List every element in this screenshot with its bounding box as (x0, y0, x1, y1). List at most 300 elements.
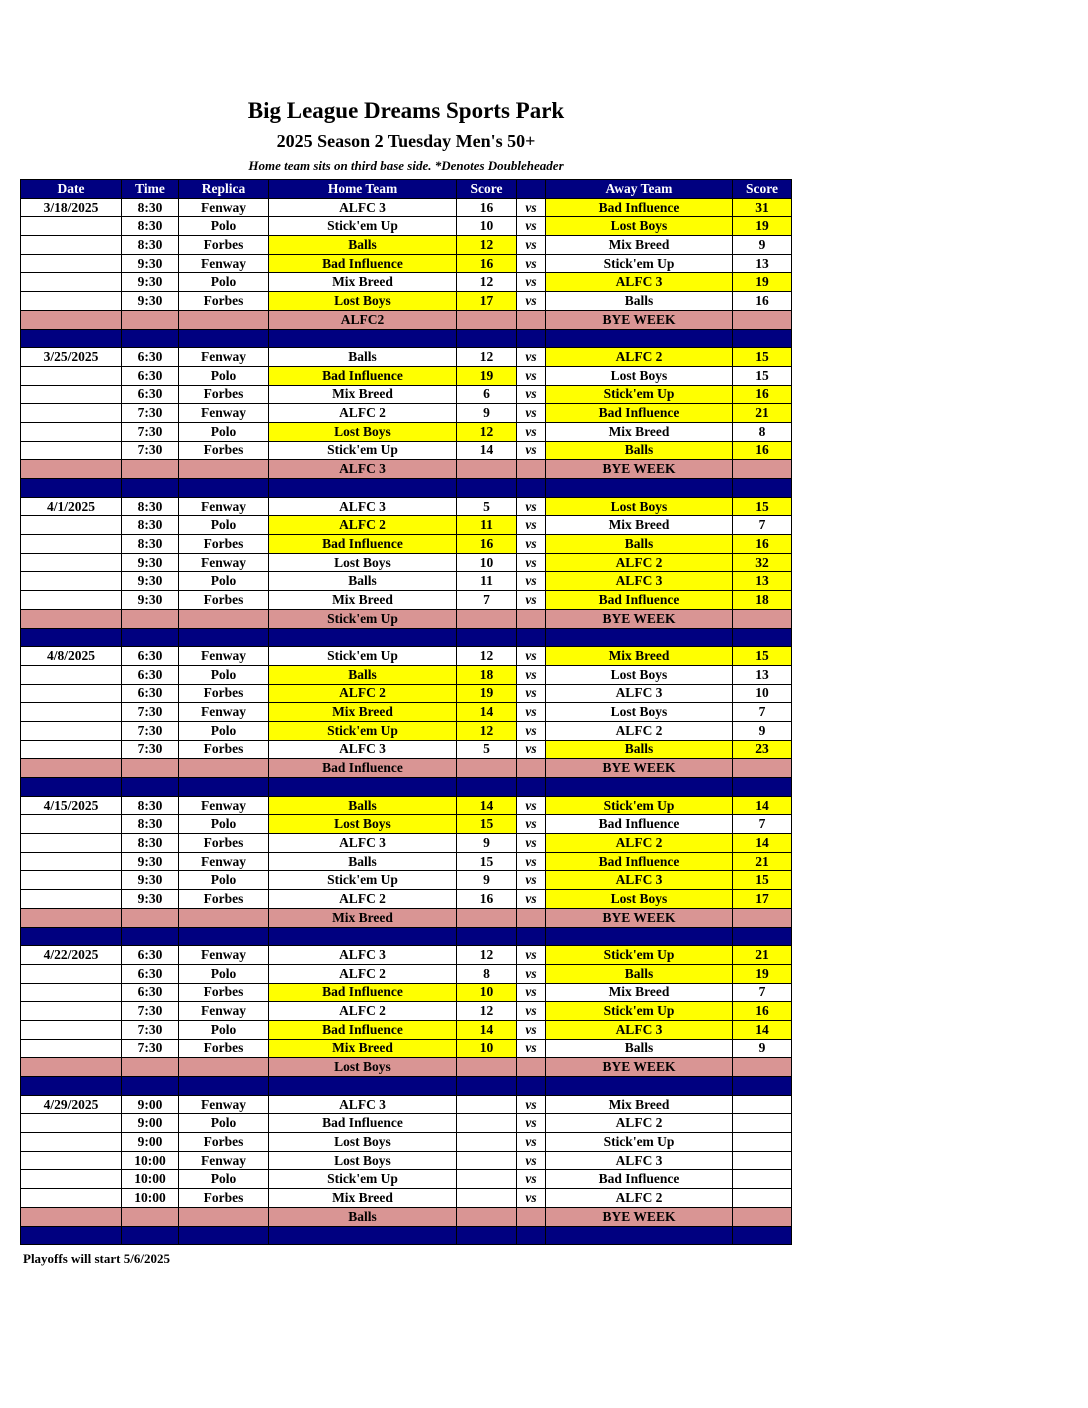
vs-cell: vs (517, 1151, 546, 1170)
bye-label-cell: BYE WEEK (546, 908, 733, 927)
vs-cell: vs (517, 852, 546, 871)
table-row (21, 1189, 792, 1208)
date-cell (21, 1189, 122, 1208)
away-team-cell: Mix Breed (546, 516, 733, 535)
home-team-cell: ALFC 2 (269, 516, 457, 535)
vs-cell: vs (517, 516, 546, 535)
field-cell: Fenway (179, 852, 269, 871)
home-score-cell: 12 (457, 1002, 517, 1021)
separator-cell (21, 479, 122, 498)
field-cell: Forbes (179, 1189, 269, 1208)
time-cell: 9:30 (122, 553, 179, 572)
bye-empty-cell (21, 609, 122, 628)
home-team-cell: Lost Boys (269, 292, 457, 311)
field-cell: Polo (179, 366, 269, 385)
time-cell: 6:30 (122, 983, 179, 1002)
bye-empty-cell (457, 460, 517, 479)
time-cell: 8:30 (122, 796, 179, 815)
field-cell: Forbes (179, 1039, 269, 1058)
field-cell: Forbes (179, 292, 269, 311)
table-row (21, 1114, 792, 1133)
time-cell: 6:30 (122, 348, 179, 367)
away-team-cell: Balls (546, 740, 733, 759)
bye-team-cell: Balls (269, 1207, 457, 1226)
schedule-note: Home team sits on third base side. *Denotes Doubleheader (248, 158, 564, 173)
separator-cell (122, 778, 179, 797)
away-team-cell: Mix Breed (546, 983, 733, 1002)
separator-cell (21, 778, 122, 797)
bye-row (21, 759, 792, 778)
table-row (21, 348, 792, 367)
table-row (21, 535, 792, 554)
away-score-cell: 16 (733, 385, 792, 404)
away-team-cell: ALFC 2 (546, 1114, 733, 1133)
field-cell: Polo (179, 516, 269, 535)
separator-cell (21, 1226, 122, 1245)
separator-cell (269, 778, 457, 797)
away-score-cell: 21 (733, 946, 792, 965)
date-cell (21, 852, 122, 871)
table-row (21, 441, 792, 460)
bye-team-cell: Mix Breed (269, 908, 457, 927)
vs-cell: vs (517, 1020, 546, 1039)
bye-empty-cell (517, 310, 546, 329)
home-team-cell: Bad Influence (269, 1114, 457, 1133)
away-score-cell (733, 1114, 792, 1133)
bye-empty-cell (733, 1207, 792, 1226)
separator-cell (733, 479, 792, 498)
away-team-cell: Bad Influence (546, 198, 733, 217)
separator-cell (179, 479, 269, 498)
table-row (21, 1020, 792, 1039)
bye-empty-cell (179, 1207, 269, 1226)
bye-empty-cell (179, 310, 269, 329)
field-cell: Polo (179, 572, 269, 591)
field-cell: Polo (179, 964, 269, 983)
separator-cell (546, 628, 733, 647)
separator-cell (269, 927, 457, 946)
away-team-cell: ALFC 2 (546, 553, 733, 572)
time-cell: 8:30 (122, 236, 179, 255)
field-cell: Fenway (179, 1002, 269, 1021)
separator-cell (269, 329, 457, 348)
date-cell (21, 703, 122, 722)
home-team-cell: Mix Breed (269, 1189, 457, 1208)
away-team-cell: Lost Boys (546, 497, 733, 516)
date-cell: 4/22/2025 (21, 946, 122, 965)
table-row (21, 1039, 792, 1058)
away-team-cell: Bad Influence (546, 591, 733, 610)
date-cell (21, 1039, 122, 1058)
away-score-cell: 9 (733, 1039, 792, 1058)
vs-cell: vs (517, 1095, 546, 1114)
bye-team-cell: ALFC 3 (269, 460, 457, 479)
home-team-cell: Stick'em Up (269, 721, 457, 740)
home-team-cell: ALFC 3 (269, 1095, 457, 1114)
field-cell: Polo (179, 217, 269, 236)
time-cell: 10:00 (122, 1189, 179, 1208)
field-cell: Fenway (179, 348, 269, 367)
date-cell (21, 834, 122, 853)
bye-empty-cell (517, 460, 546, 479)
field-cell: Polo (179, 871, 269, 890)
schedule-body (21, 198, 792, 1245)
time-cell: 9:30 (122, 890, 179, 909)
table-row (21, 217, 792, 236)
separator-cell (21, 1077, 122, 1096)
home-team-cell: Bad Influence (269, 983, 457, 1002)
bye-label-cell: BYE WEEK (546, 609, 733, 628)
away-team-cell: Balls (546, 441, 733, 460)
home-score-cell: 10 (457, 983, 517, 1002)
table-row (21, 1095, 792, 1114)
bye-row (21, 310, 792, 329)
home-score-cell (457, 1170, 517, 1189)
home-team-cell: ALFC 2 (269, 1002, 457, 1021)
table-header-row (21, 180, 792, 199)
bye-empty-cell (733, 609, 792, 628)
home-score-cell: 16 (457, 535, 517, 554)
away-score-cell: 7 (733, 516, 792, 535)
home-score-cell: 12 (457, 422, 517, 441)
time-cell: 6:30 (122, 684, 179, 703)
bye-empty-cell (21, 1207, 122, 1226)
time-cell: 6:30 (122, 366, 179, 385)
time-cell: 7:30 (122, 740, 179, 759)
vs-cell: vs (517, 572, 546, 591)
away-score-cell: 13 (733, 665, 792, 684)
vs-cell: vs (517, 254, 546, 273)
vs-cell: vs (517, 217, 546, 236)
col-header-vs (517, 180, 546, 199)
bye-row (21, 1058, 792, 1077)
field-cell: Forbes (179, 591, 269, 610)
separator-cell (517, 479, 546, 498)
bye-empty-cell (122, 609, 179, 628)
away-team-cell: Bad Influence (546, 1170, 733, 1189)
bye-empty-cell (179, 460, 269, 479)
time-cell: 6:30 (122, 385, 179, 404)
away-team-cell: Stick'em Up (546, 1133, 733, 1152)
table-row (21, 254, 792, 273)
separator-cell (546, 329, 733, 348)
home-team-cell: ALFC 3 (269, 198, 457, 217)
home-score-cell: 14 (457, 441, 517, 460)
vs-cell: vs (517, 441, 546, 460)
table-row (21, 684, 792, 703)
vs-cell: vs (517, 236, 546, 255)
home-score-cell: 11 (457, 572, 517, 591)
home-score-cell: 10 (457, 553, 517, 572)
week-separator-row (21, 329, 792, 348)
away-score-cell: 16 (733, 1002, 792, 1021)
away-team-cell: Mix Breed (546, 647, 733, 666)
table-row (21, 497, 792, 516)
col-header-time: Time (122, 180, 179, 199)
table-row (21, 703, 792, 722)
bye-empty-cell (457, 310, 517, 329)
home-score-cell: 10 (457, 1039, 517, 1058)
bye-label-cell: BYE WEEK (546, 460, 733, 479)
time-cell: 9:30 (122, 852, 179, 871)
away-score-cell (733, 1189, 792, 1208)
field-cell: Fenway (179, 553, 269, 572)
time-cell: 8:30 (122, 834, 179, 853)
bye-empty-cell (457, 908, 517, 927)
date-cell (21, 665, 122, 684)
col-header-home-score: Score (457, 180, 517, 199)
table-row (21, 236, 792, 255)
field-cell: Fenway (179, 254, 269, 273)
date-cell (21, 1020, 122, 1039)
separator-cell (517, 329, 546, 348)
home-score-cell (457, 1189, 517, 1208)
away-team-cell: Balls (546, 292, 733, 311)
table-row (21, 1133, 792, 1152)
week-separator-row (21, 1077, 792, 1096)
field-cell: Forbes (179, 1133, 269, 1152)
table-row (21, 516, 792, 535)
away-score-cell: 14 (733, 834, 792, 853)
home-score-cell: 14 (457, 703, 517, 722)
table-row (21, 404, 792, 423)
home-score-cell: 5 (457, 740, 517, 759)
bye-empty-cell (457, 1058, 517, 1077)
separator-cell (457, 1077, 517, 1096)
field-cell: Fenway (179, 404, 269, 423)
separator-cell (179, 329, 269, 348)
bye-empty-cell (21, 310, 122, 329)
field-cell: Forbes (179, 385, 269, 404)
away-score-cell: 19 (733, 964, 792, 983)
table-row (21, 871, 792, 890)
home-score-cell (457, 1133, 517, 1152)
time-cell: 8:30 (122, 217, 179, 236)
table-row (21, 273, 792, 292)
away-score-cell: 16 (733, 535, 792, 554)
date-cell (21, 516, 122, 535)
week-separator-row (21, 479, 792, 498)
table-row (21, 665, 792, 684)
vs-cell: vs (517, 553, 546, 572)
home-team-cell: ALFC 3 (269, 834, 457, 853)
vs-cell: vs (517, 890, 546, 909)
home-team-cell: ALFC 3 (269, 946, 457, 965)
bye-label-cell: BYE WEEK (546, 310, 733, 329)
separator-cell (21, 628, 122, 647)
home-team-cell: Balls (269, 665, 457, 684)
vs-cell: vs (517, 1189, 546, 1208)
away-score-cell: 19 (733, 273, 792, 292)
vs-cell: vs (517, 1039, 546, 1058)
home-team-cell: ALFC 2 (269, 964, 457, 983)
away-team-cell: Balls (546, 535, 733, 554)
bye-label-cell: BYE WEEK (546, 759, 733, 778)
week-separator-row (21, 778, 792, 797)
time-cell: 9:30 (122, 273, 179, 292)
table-row (21, 852, 792, 871)
away-score-cell: 9 (733, 721, 792, 740)
away-score-cell: 16 (733, 292, 792, 311)
separator-cell (21, 927, 122, 946)
table-row (21, 983, 792, 1002)
page-title: Big League Dreams Sports Park (247, 98, 565, 123)
field-cell: Fenway (179, 198, 269, 217)
bye-empty-cell (733, 908, 792, 927)
home-team-cell: Stick'em Up (269, 441, 457, 460)
away-team-cell: Mix Breed (546, 422, 733, 441)
bye-team-cell: Bad Influence (269, 759, 457, 778)
col-header-away-team: Away Team (546, 180, 733, 199)
home-team-cell: Balls (269, 348, 457, 367)
col-header-home-team: Home Team (269, 180, 457, 199)
separator-cell (122, 1077, 179, 1096)
separator-cell (733, 329, 792, 348)
away-score-cell: 31 (733, 198, 792, 217)
home-score-cell: 19 (457, 684, 517, 703)
home-team-cell: ALFC 2 (269, 404, 457, 423)
bye-label-cell: BYE WEEK (546, 1058, 733, 1077)
home-score-cell: 16 (457, 198, 517, 217)
away-score-cell: 18 (733, 591, 792, 610)
separator-cell (269, 479, 457, 498)
vs-cell: vs (517, 871, 546, 890)
home-score-cell: 14 (457, 1020, 517, 1039)
bye-row (21, 1207, 792, 1226)
vs-cell: vs (517, 740, 546, 759)
col-header-away-score: Score (733, 180, 792, 199)
table-row (21, 796, 792, 815)
home-score-cell: 16 (457, 254, 517, 273)
away-score-cell: 14 (733, 1020, 792, 1039)
playoffs-note: Playoffs will start 5/6/2025 (23, 1251, 170, 1266)
date-cell (21, 1151, 122, 1170)
home-score-cell: 12 (457, 236, 517, 255)
away-team-cell: Lost Boys (546, 703, 733, 722)
time-cell: 6:30 (122, 946, 179, 965)
bye-empty-cell (457, 759, 517, 778)
separator-cell (546, 1226, 733, 1245)
table-row (21, 292, 792, 311)
separator-cell (122, 1226, 179, 1245)
separator-cell (122, 329, 179, 348)
separator-cell (457, 329, 517, 348)
date-cell (21, 871, 122, 890)
away-team-cell: Stick'em Up (546, 254, 733, 273)
separator-cell (457, 927, 517, 946)
date-cell: 3/18/2025 (21, 198, 122, 217)
time-cell: 9:30 (122, 871, 179, 890)
vs-cell: vs (517, 665, 546, 684)
bye-empty-cell (122, 908, 179, 927)
bye-empty-cell (122, 460, 179, 479)
field-cell: Fenway (179, 946, 269, 965)
date-cell: 4/29/2025 (21, 1095, 122, 1114)
time-cell: 9:30 (122, 591, 179, 610)
home-score-cell (457, 1095, 517, 1114)
separator-cell (21, 329, 122, 348)
time-cell: 9:30 (122, 254, 179, 273)
separator-cell (733, 1226, 792, 1245)
bye-empty-cell (517, 1058, 546, 1077)
vs-cell: vs (517, 385, 546, 404)
away-team-cell: Mix Breed (546, 236, 733, 255)
separator-cell (457, 628, 517, 647)
date-cell (21, 273, 122, 292)
away-score-cell: 7 (733, 815, 792, 834)
table-row (21, 553, 792, 572)
date-cell: 4/1/2025 (21, 497, 122, 516)
page-subtitle: 2025 Season 2 Tuesday Men's 50+ (276, 131, 536, 151)
date-cell (21, 422, 122, 441)
away-team-cell: Mix Breed (546, 1095, 733, 1114)
home-team-cell: Stick'em Up (269, 217, 457, 236)
field-cell: Forbes (179, 983, 269, 1002)
home-team-cell: Stick'em Up (269, 871, 457, 890)
away-team-cell: Lost Boys (546, 665, 733, 684)
date-cell (21, 236, 122, 255)
week-separator-row (21, 1226, 792, 1245)
date-cell (21, 815, 122, 834)
time-cell: 8:30 (122, 815, 179, 834)
away-team-cell: Bad Influence (546, 815, 733, 834)
time-cell: 9:00 (122, 1114, 179, 1133)
away-score-cell (733, 1151, 792, 1170)
vs-cell: vs (517, 946, 546, 965)
away-score-cell: 10 (733, 684, 792, 703)
table-row (21, 198, 792, 217)
home-team-cell: Lost Boys (269, 553, 457, 572)
vs-cell: vs (517, 535, 546, 554)
home-team-cell: Mix Breed (269, 703, 457, 722)
away-team-cell: ALFC 3 (546, 684, 733, 703)
away-score-cell: 21 (733, 404, 792, 423)
home-team-cell: ALFC 3 (269, 740, 457, 759)
home-score-cell: 19 (457, 366, 517, 385)
table-row (21, 740, 792, 759)
date-cell (21, 721, 122, 740)
field-cell: Polo (179, 1170, 269, 1189)
field-cell: Polo (179, 1020, 269, 1039)
home-score-cell (457, 1114, 517, 1133)
home-team-cell: Bad Influence (269, 535, 457, 554)
date-cell (21, 1133, 122, 1152)
bye-empty-cell (21, 1058, 122, 1077)
home-team-cell: ALFC 3 (269, 497, 457, 516)
home-score-cell: 12 (457, 273, 517, 292)
time-cell: 7:30 (122, 1039, 179, 1058)
bye-empty-cell (179, 908, 269, 927)
time-cell: 9:30 (122, 292, 179, 311)
vs-cell: vs (517, 815, 546, 834)
home-score-cell: 15 (457, 815, 517, 834)
date-cell (21, 441, 122, 460)
date-cell (21, 292, 122, 311)
separator-cell (179, 628, 269, 647)
home-team-cell: Mix Breed (269, 1039, 457, 1058)
away-score-cell: 15 (733, 871, 792, 890)
table-row (21, 1151, 792, 1170)
away-score-cell: 19 (733, 217, 792, 236)
home-team-cell: Lost Boys (269, 1133, 457, 1152)
home-score-cell: 18 (457, 665, 517, 684)
away-team-cell: ALFC 3 (546, 1151, 733, 1170)
separator-cell (269, 1077, 457, 1096)
away-score-cell: 13 (733, 254, 792, 273)
home-team-cell: Lost Boys (269, 815, 457, 834)
separator-cell (457, 479, 517, 498)
vs-cell: vs (517, 422, 546, 441)
